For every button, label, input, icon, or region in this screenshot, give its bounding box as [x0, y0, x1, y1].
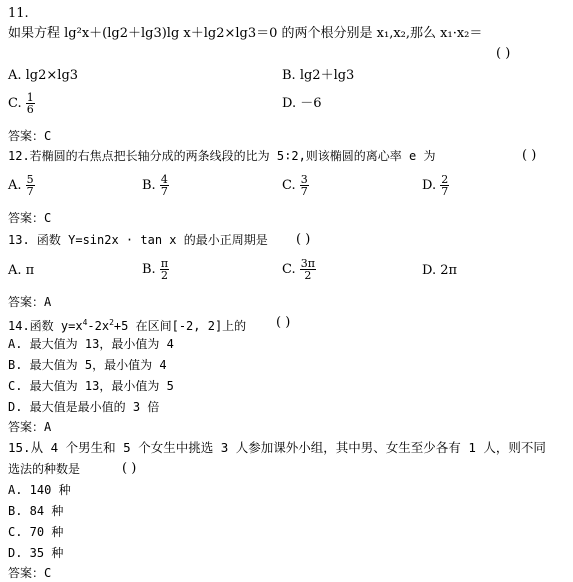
q12-answer: 答案：C [8, 211, 52, 225]
q14-sup2: 2 [109, 318, 114, 327]
q13-option-b-den: 2 [160, 269, 168, 282]
q13-option-b-label: B. [142, 262, 156, 277]
q13-option-c-num: 3π [300, 257, 315, 270]
q13-option-c-fraction [300, 258, 316, 281]
q14-stem [8, 315, 246, 334]
q13-option-b [142, 258, 169, 281]
q14-stem-pre: 14.函数 y=x [8, 319, 83, 333]
q13-option-b-num: π [160, 257, 169, 270]
q12-option-a-num: 5 [26, 173, 34, 186]
q11-option-d: D. －6 [282, 96, 322, 111]
q12-option-b-label: B. [142, 178, 156, 193]
q12-option-d-fraction [440, 174, 449, 197]
q11-option-c-num: 1 [26, 91, 34, 104]
q11-paren: ( ) [496, 46, 511, 61]
q15-stem-line2: 选法的种数是 [8, 462, 81, 476]
q13-option-b-fraction [160, 258, 169, 281]
q13-paren: ( ) [296, 232, 311, 247]
q13-option-c-label: C. [282, 262, 296, 277]
q12-option-d [422, 174, 449, 197]
q15-option-d: D. 35 种 [8, 546, 64, 560]
q12-option-b-den: 7 [160, 185, 168, 198]
q12-paren: ( ) [522, 148, 537, 163]
q12-option-a-den: 7 [26, 185, 34, 198]
q15-paren: ( ) [122, 461, 137, 476]
q12-option-d-num: 2 [441, 173, 449, 186]
q12-option-b [142, 174, 169, 197]
q14-paren: ( ) [276, 315, 291, 330]
q13-option-a: A. π [8, 263, 35, 278]
q13-answer: 答案：A [8, 295, 52, 309]
q13-option-c [282, 258, 316, 281]
q14-sup1: 4 [82, 318, 88, 327]
q14-option-c: C. 最大值为 13，最小值为 5 [8, 379, 174, 393]
q15-option-b: B. 84 种 [8, 504, 64, 518]
q11-option-c-fraction [26, 92, 35, 115]
q11-stem: 如果方程 lg²x＋(lg2＋lg3)lg x＋lg2×lg3＝0 的两个根分别是 x₁,x₂,那么 x₁·x₂＝ [8, 26, 483, 41]
q13-option-d: D. 2π [422, 263, 458, 278]
q12-option-c-den: 7 [300, 185, 308, 198]
q11-option-a: A. lg2×lg3 [8, 68, 79, 83]
q11-option-c-den: 6 [26, 103, 34, 116]
q12-option-c-fraction [300, 174, 309, 197]
q11-option-c [8, 92, 35, 115]
q12-option-d-den: 7 [441, 185, 449, 198]
q14-stem-post: +5 在区间[-2, 2]上的 [113, 319, 247, 333]
q12-option-a-fraction [26, 174, 35, 197]
q11-number: 11. [8, 6, 29, 21]
q12-stem: 12.若椭圆的右焦点把长轴分成的两条线段的比为 5∶2,则该椭圆的离心率 e 为 [8, 149, 436, 163]
q14-option-b: B. 最大值为 5，最小值为 4 [8, 358, 167, 372]
q12-option-c [282, 174, 309, 197]
q11-answer: 答案：C [8, 129, 52, 143]
q13-stem: 13. 函数 Y=sin2x · tan x 的最小正周期是 [8, 233, 268, 247]
q12-option-c-label: C. [282, 178, 296, 193]
q12-option-d-label: D. [422, 178, 437, 193]
q12-option-a-label: A. [8, 178, 22, 193]
q13-option-c-den: 2 [304, 269, 312, 282]
q12-option-a [8, 174, 35, 197]
q12-option-c-num: 3 [300, 173, 308, 186]
q15-stem-line1: 15.从 4 个男生和 5 个女生中挑选 3 人参加课外小组，其中男、女生至少各有 1 人，则不同 [8, 440, 546, 455]
q12-option-b-fraction [160, 174, 169, 197]
q14-answer: 答案：A [8, 420, 52, 434]
q11-option-b: B. lg2＋lg3 [282, 68, 355, 83]
q15-option-c: C. 70 种 [8, 525, 64, 539]
q14-option-d: D. 最大值是最小值的 3 倍 [8, 400, 160, 414]
q15-option-a: A. 140 种 [8, 483, 71, 497]
q15-answer: 答案：C [8, 566, 52, 580]
q14-option-a: A. 最大值为 13，最小值为 4 [8, 337, 174, 351]
q14-stem-mid: -2x [87, 319, 110, 333]
q12-option-b-num: 4 [160, 173, 168, 186]
q11-option-c-label: C. [8, 96, 22, 111]
